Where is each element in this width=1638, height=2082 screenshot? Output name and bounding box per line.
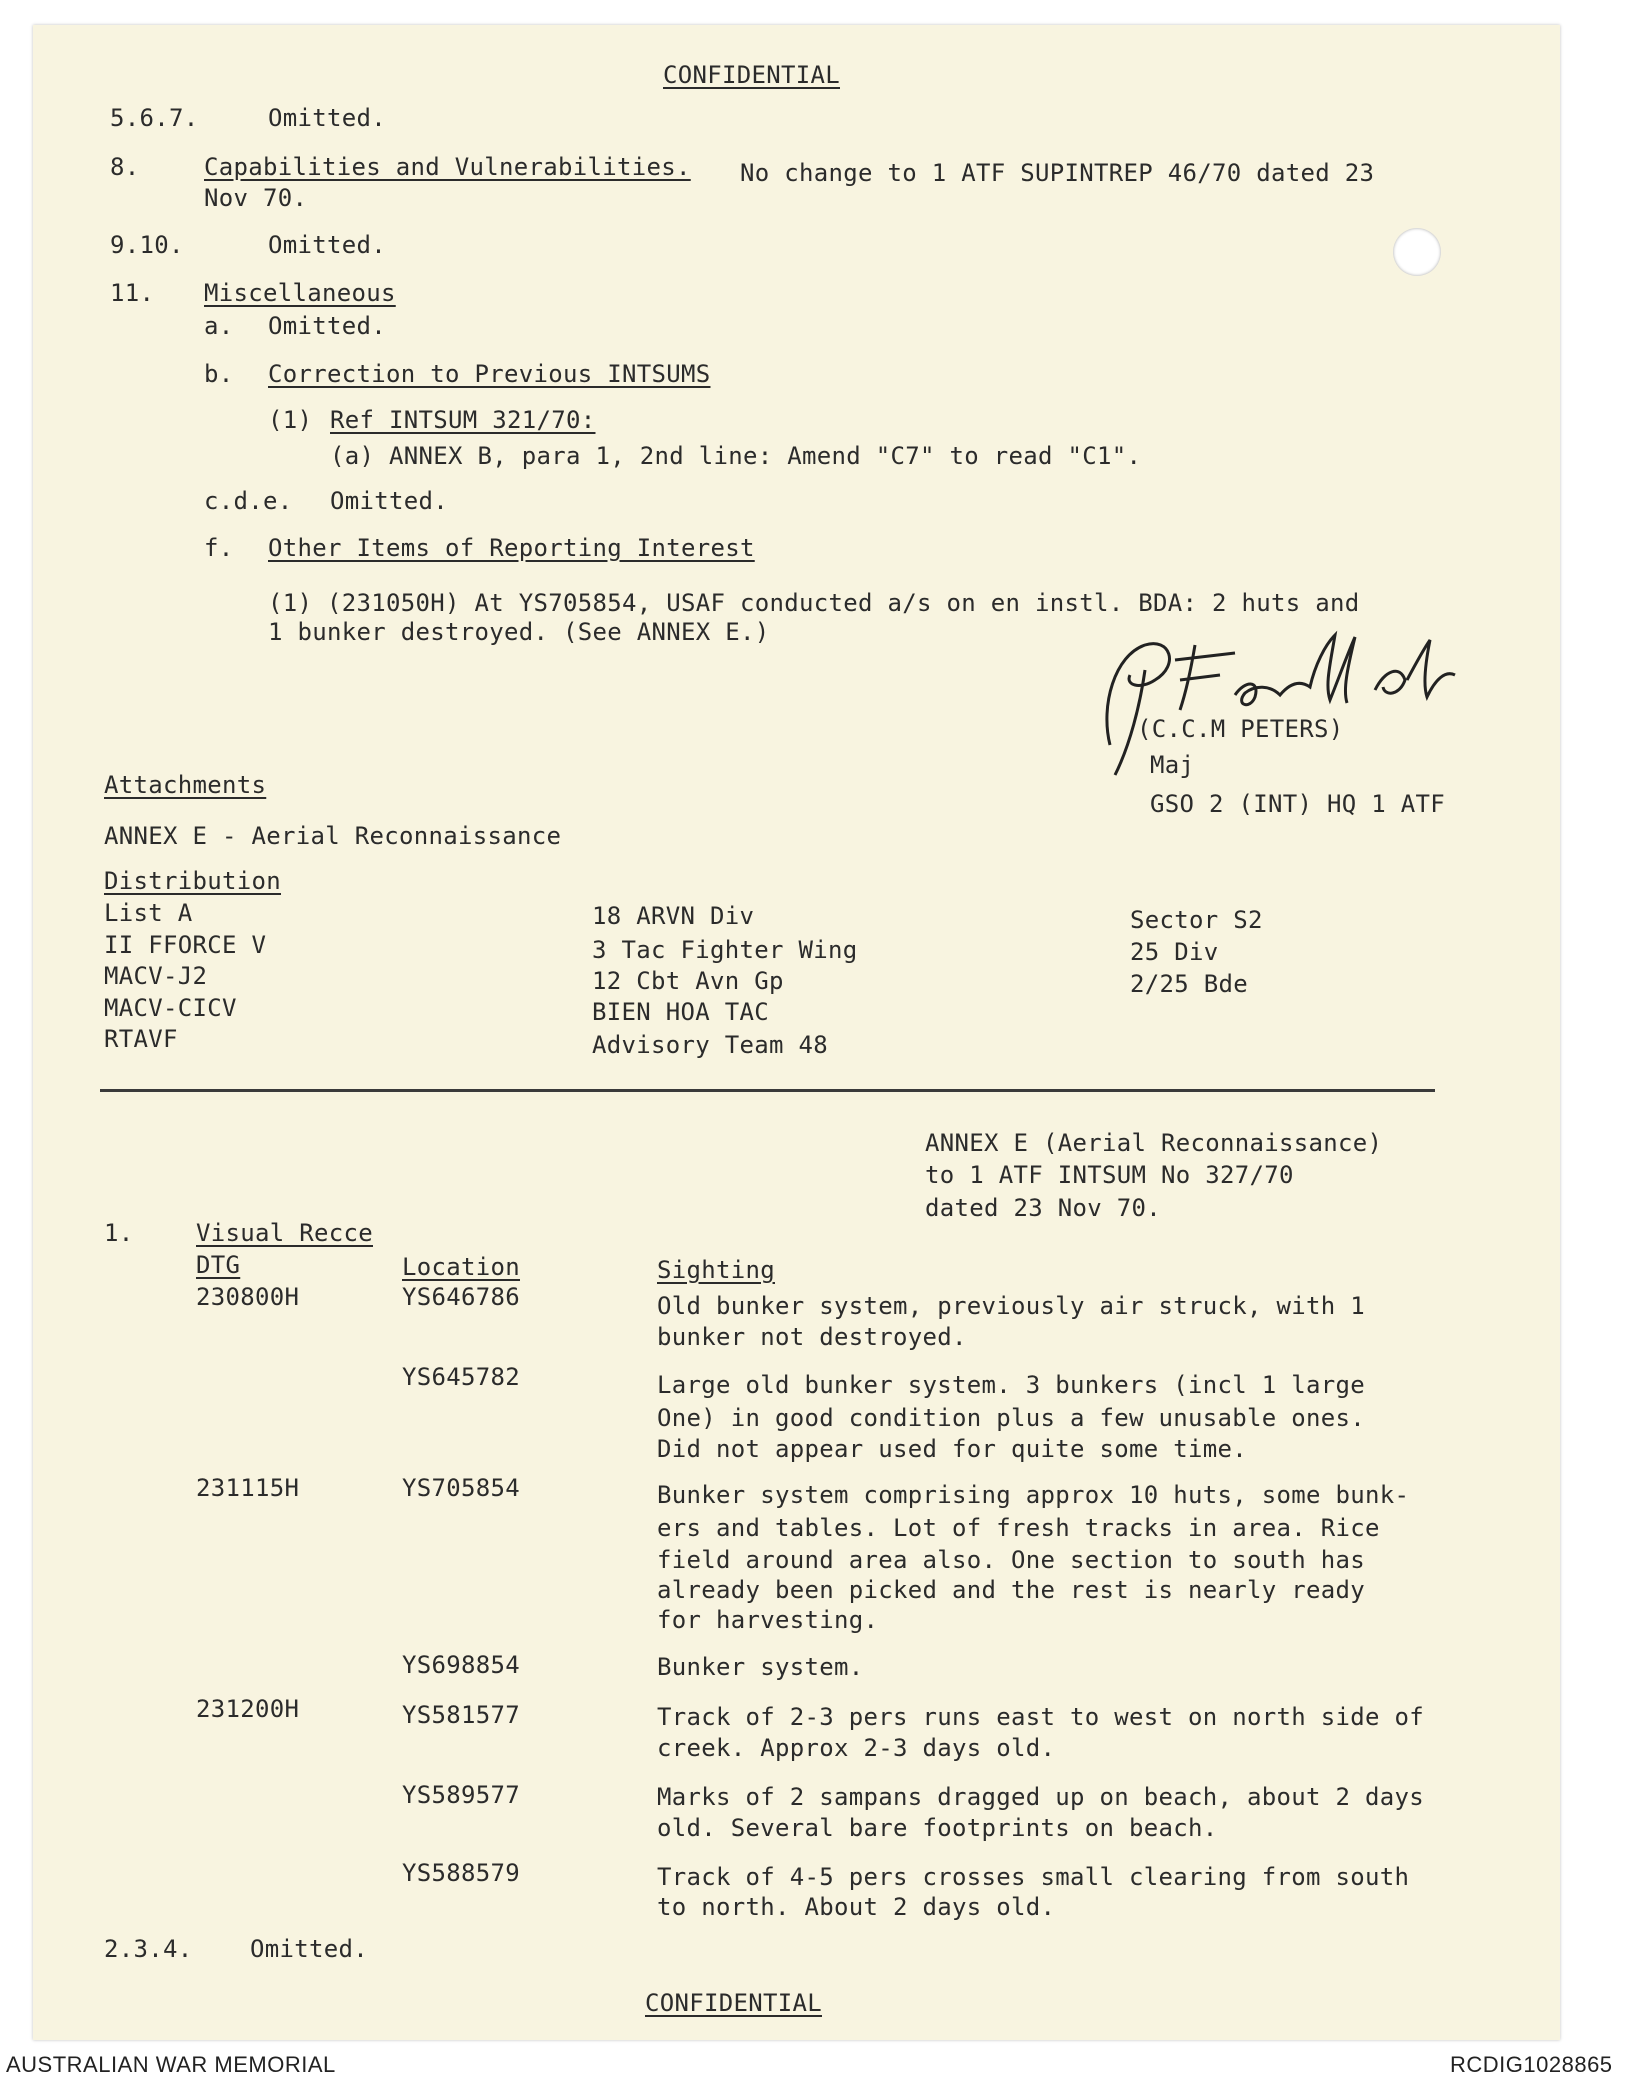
- row-sighting-line: Did not appear used for quite some time.: [657, 1435, 1247, 1463]
- section-11-number: 11.: [110, 279, 155, 307]
- distribution-item: 3 Tac Fighter Wing: [592, 936, 858, 964]
- confidential-header: CONFIDENTIAL: [663, 61, 840, 89]
- distribution-item: MACV-J2: [104, 962, 208, 990]
- row-sighting-line: field around area also. One section to south has: [657, 1546, 1365, 1574]
- column-header-sighting: Sighting: [657, 1256, 775, 1284]
- annex-date: dated 23 Nov 70.: [925, 1194, 1161, 1222]
- archive-label: AUSTRALIAN WAR MEMORIAL: [6, 2052, 336, 2077]
- handwritten-signature: [1085, 625, 1465, 780]
- reporting-item-line-1: (1) (231050H) At YS705854, USAF conducted a/s on en instl. BDA: 2 huts and: [268, 589, 1360, 617]
- row-sighting-line: One) in good condition plus a few unusable ones.: [657, 1404, 1365, 1432]
- annex-reference: to 1 ATF INTSUM No 327/70: [925, 1161, 1294, 1189]
- annex-para-heading: Visual Recce: [196, 1219, 373, 1247]
- attachments-heading: Attachments: [104, 771, 267, 799]
- reporting-item-line-2: 1 bunker destroyed. (See ANNEX E.): [268, 618, 770, 646]
- section-11a-number: a.: [204, 312, 234, 340]
- section-11b-number: b.: [204, 360, 234, 388]
- ref-amendment: (a) ANNEX B, para 1, 2nd line: Amend "C7" to read "C1".: [330, 442, 1142, 470]
- distribution-item: 12 Cbt Avn Gp: [592, 967, 784, 995]
- row-sighting-line: for harvesting.: [657, 1606, 879, 1634]
- distribution-item: BIEN HOA TAC: [592, 998, 769, 1026]
- distribution-item: MACV-CICV: [104, 994, 237, 1022]
- section-910-number: 9.10.: [110, 231, 184, 259]
- section-8-text: No change to 1 ATF SUPINTREP 46/70 dated 23: [740, 159, 1375, 187]
- row-sighting-line: already been picked and the rest is nearly ready: [657, 1576, 1365, 1604]
- signatory-title: GSO 2 (INT) HQ 1 ATF: [1150, 790, 1445, 818]
- row-dtg: 231115H: [196, 1474, 300, 1502]
- attachment-item: ANNEX E - Aerial Reconnaissance: [104, 822, 562, 850]
- distribution-item: Sector S2: [1130, 906, 1263, 934]
- signatory-name: (C.C.M PETERS): [1137, 715, 1344, 743]
- annex-para-2-text: Omitted.: [250, 1935, 368, 1963]
- row-location: YS698854: [402, 1651, 520, 1679]
- distribution-item: 25 Div: [1130, 938, 1219, 966]
- row-sighting-line: Marks of 2 sampans dragged up on beach, about 2 days: [657, 1783, 1424, 1811]
- row-sighting-line: old. Several bare footprints on beach.: [657, 1814, 1218, 1842]
- distribution-item: RTAVF: [104, 1025, 178, 1053]
- section-divider: [100, 1089, 1435, 1092]
- confidential-footer: CONFIDENTIAL: [645, 1989, 822, 2017]
- row-sighting-line: Track of 2-3 pers runs east to west on north side of: [657, 1703, 1424, 1731]
- archive-reference: RCDIG1028865: [1450, 2052, 1613, 2077]
- distribution-item: List A: [104, 899, 193, 927]
- distribution-item: II FFORCE V: [104, 931, 267, 959]
- column-header-location: Location: [402, 1253, 520, 1281]
- column-header-dtg: DTG: [196, 1251, 241, 1279]
- annex-para-number: 1.: [104, 1219, 134, 1247]
- section-8-text-cont: Nov 70.: [204, 184, 308, 212]
- row-sighting-line: Bunker system.: [657, 1653, 864, 1681]
- section-11cde-number: c.d.e.: [204, 487, 293, 515]
- row-sighting-line: Old bunker system, previously air struck, with 1: [657, 1292, 1365, 1320]
- annex-para-2-number: 2.3.4.: [104, 1935, 193, 1963]
- distribution-heading: Distribution: [104, 867, 281, 895]
- section-11f-heading: Other Items of Reporting Interest: [268, 534, 755, 562]
- distribution-item: Advisory Team 48: [592, 1031, 828, 1059]
- annex-title: ANNEX E (Aerial Reconnaissance): [925, 1129, 1383, 1157]
- row-sighting-line: Bunker system comprising approx 10 huts, some bunk-: [657, 1481, 1410, 1509]
- row-location: YS589577: [402, 1781, 520, 1809]
- row-sighting-line: Large old bunker system. 3 bunkers (incl 1 large: [657, 1371, 1365, 1399]
- section-11b-heading: Correction to Previous INTSUMS: [268, 360, 711, 388]
- row-sighting-line: ers and tables. Lot of fresh tracks in area. Rice: [657, 1514, 1380, 1542]
- section-910-text: Omitted.: [268, 231, 386, 259]
- row-location: YS645782: [402, 1363, 520, 1391]
- row-location: YS705854: [402, 1474, 520, 1502]
- section-567-text: Omitted.: [268, 104, 386, 132]
- row-dtg: 230800H: [196, 1283, 300, 1311]
- section-567-number: 5.6.7.: [110, 104, 199, 132]
- row-location: YS588579: [402, 1859, 520, 1887]
- ref-number: (1): [268, 406, 313, 434]
- section-8-number: 8.: [110, 153, 140, 181]
- section-11a-text: Omitted.: [268, 312, 386, 340]
- punch-hole: [1393, 228, 1441, 276]
- row-sighting-line: bunker not destroyed.: [657, 1323, 967, 1351]
- section-11cde-text: Omitted.: [330, 487, 448, 515]
- section-11f-number: f.: [204, 534, 234, 562]
- distribution-item: 18 ARVN Div: [592, 902, 755, 930]
- row-dtg: 231200H: [196, 1695, 300, 1723]
- row-sighting-line: creek. Approx 2-3 days old.: [657, 1734, 1056, 1762]
- distribution-item: 2/25 Bde: [1130, 970, 1248, 998]
- signatory-rank: Maj: [1150, 751, 1195, 779]
- section-11-heading: Miscellaneous: [204, 279, 396, 307]
- row-location: YS646786: [402, 1283, 520, 1311]
- row-sighting-line: Track of 4-5 pers crosses small clearing from south: [657, 1863, 1410, 1891]
- row-location: YS581577: [402, 1701, 520, 1729]
- section-8-heading: Capabilities and Vulnerabilities.: [204, 153, 691, 181]
- row-sighting-line: to north. About 2 days old.: [657, 1893, 1056, 1921]
- ref-heading: Ref INTSUM 321/70:: [330, 406, 596, 434]
